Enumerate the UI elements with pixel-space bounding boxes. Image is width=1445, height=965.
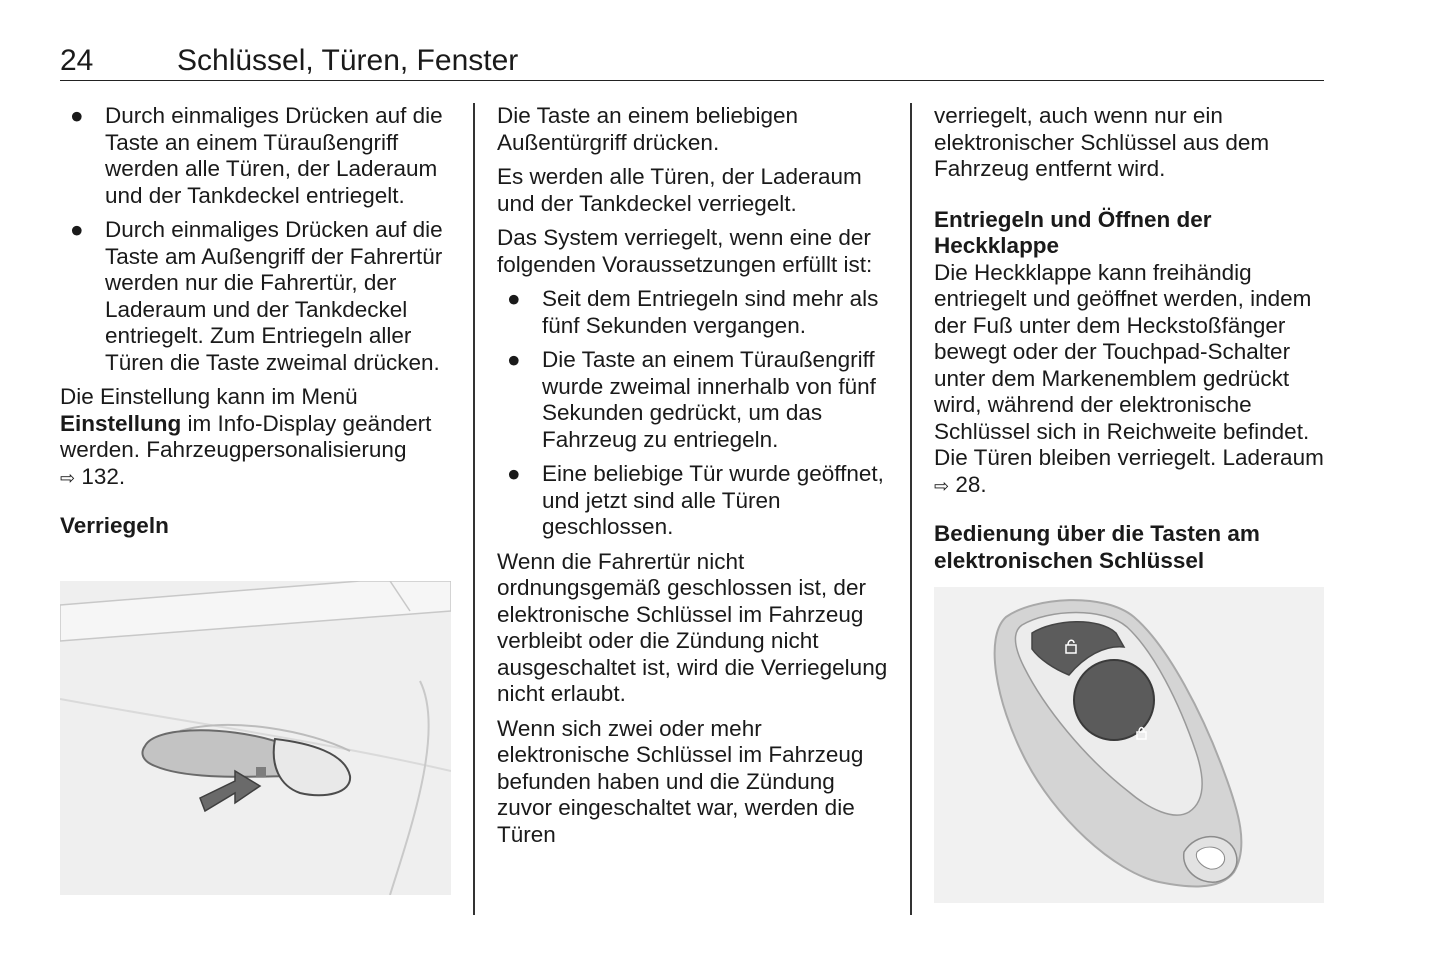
heading-schluessel-tasten: Bedienung über die Tasten am elektronischen Schlüssel bbox=[934, 521, 1260, 573]
page-header bbox=[60, 44, 1324, 81]
column-3 bbox=[934, 103, 1329, 574]
paragraph: Es werden alle Türen, der Laderaum und der Tankdeckel verriegelt. bbox=[497, 164, 862, 216]
page-reference[interactable]: 132. bbox=[81, 463, 126, 489]
list-item: ● Durch einmaliges Drücken auf die Taste am Außengriff der Fahrertür werden nur die Fahrertür, der Laderaum und der Tankdeckel entriegelt. Zum Entriegeln aller Türen die Taste zweimal drücken. bbox=[70, 217, 443, 375]
list-item: ● Seit dem Entriegeln sind mehr als fünf Sekunden vergangen. bbox=[507, 286, 879, 338]
bullet-icon: ● bbox=[70, 103, 84, 128]
list-item: ● Durch einmaliges Drücken auf die Taste an einem Türaußengriff werden alle Türen, der Laderaum und der Tankdeckel entriegelt. bbox=[70, 103, 443, 208]
column-2 bbox=[497, 103, 892, 856]
paragraph: Wenn die Fahrertür nicht ordnungsgemäß geschlossen ist, der elektronische Schlüssel im Fahrzeug verbleibt oder die Zündung nicht ausgeschaltet ist, wird die Verriegelung nicht erlaubt. bbox=[497, 548, 888, 706]
list-item: ● Die Taste an einem Türaußengriff wurde zweimal innerhalb von fünf Sekunden gedrückt, um das Fahrzeug zu entriegeln. bbox=[507, 347, 876, 452]
section-title: Schlüssel, Türen, Fenster bbox=[177, 44, 519, 77]
column-divider bbox=[910, 103, 912, 915]
column-divider bbox=[473, 103, 475, 915]
paragraph: Die Heckklappe kann freihändig entriegelt und geöffnet werden, indem der Fuß unter dem Heckstoßfänger bewegt oder der Touchpad-Schalter unter dem Markenemblem gedrückt wird, während der elektronische Schlüssel sich in Reichweite befindet. Die Türen bleiben verriegelt. Laderaum ⇨ 28. bbox=[934, 260, 1329, 500]
lock-conditions-list bbox=[497, 286, 892, 541]
bullet-icon: ● bbox=[507, 461, 521, 486]
heading-verriegeln: Verriegeln bbox=[60, 513, 169, 538]
heading-heckklappe: Entriegeln und Öffnen der Heckklappe bbox=[934, 206, 1212, 258]
settings-paragraph: Die Einstellung kann im Menü Einstellung im Info-Display geändert werden. Fahrzeugpersonalisierung ⇨ 132. bbox=[60, 384, 455, 491]
bullet-icon: ● bbox=[507, 286, 521, 311]
bullet-icon: ● bbox=[70, 217, 84, 242]
column-1 bbox=[60, 103, 455, 540]
paragraph: Wenn sich zwei oder mehr elektronische Schlüssel im Fahrzeug befunden haben und die Zündung zuvor eingeschaltet war, werden die Türen bbox=[497, 715, 864, 847]
paragraph: Die Taste an einem beliebigen Außentürgriff drücken. bbox=[497, 103, 799, 155]
key-fob-illustration bbox=[934, 587, 1324, 903]
reference-arrow-icon: ⇨ bbox=[60, 467, 76, 488]
page-number: 24 bbox=[60, 44, 94, 77]
page-reference[interactable]: 28. bbox=[955, 471, 987, 497]
unlock-bullet-list bbox=[60, 103, 455, 376]
settings-menu-name: Einstellung bbox=[60, 410, 182, 436]
reference-arrow-icon: ⇨ bbox=[934, 475, 950, 496]
list-item: ● Eine beliebige Tür wurde geöffnet, und jetzt sind alle Türen geschlossen. bbox=[507, 461, 884, 539]
paragraph: verriegelt, auch wenn nur ein elektronischer Schlüssel aus dem Fahrzeug entfernt wird. bbox=[934, 103, 1270, 181]
bullet-icon: ● bbox=[507, 347, 521, 372]
paragraph: Das System verriegelt, wenn eine der folgenden Voraussetzungen erfüllt ist: bbox=[497, 225, 873, 277]
door-handle-illustration bbox=[60, 581, 451, 895]
